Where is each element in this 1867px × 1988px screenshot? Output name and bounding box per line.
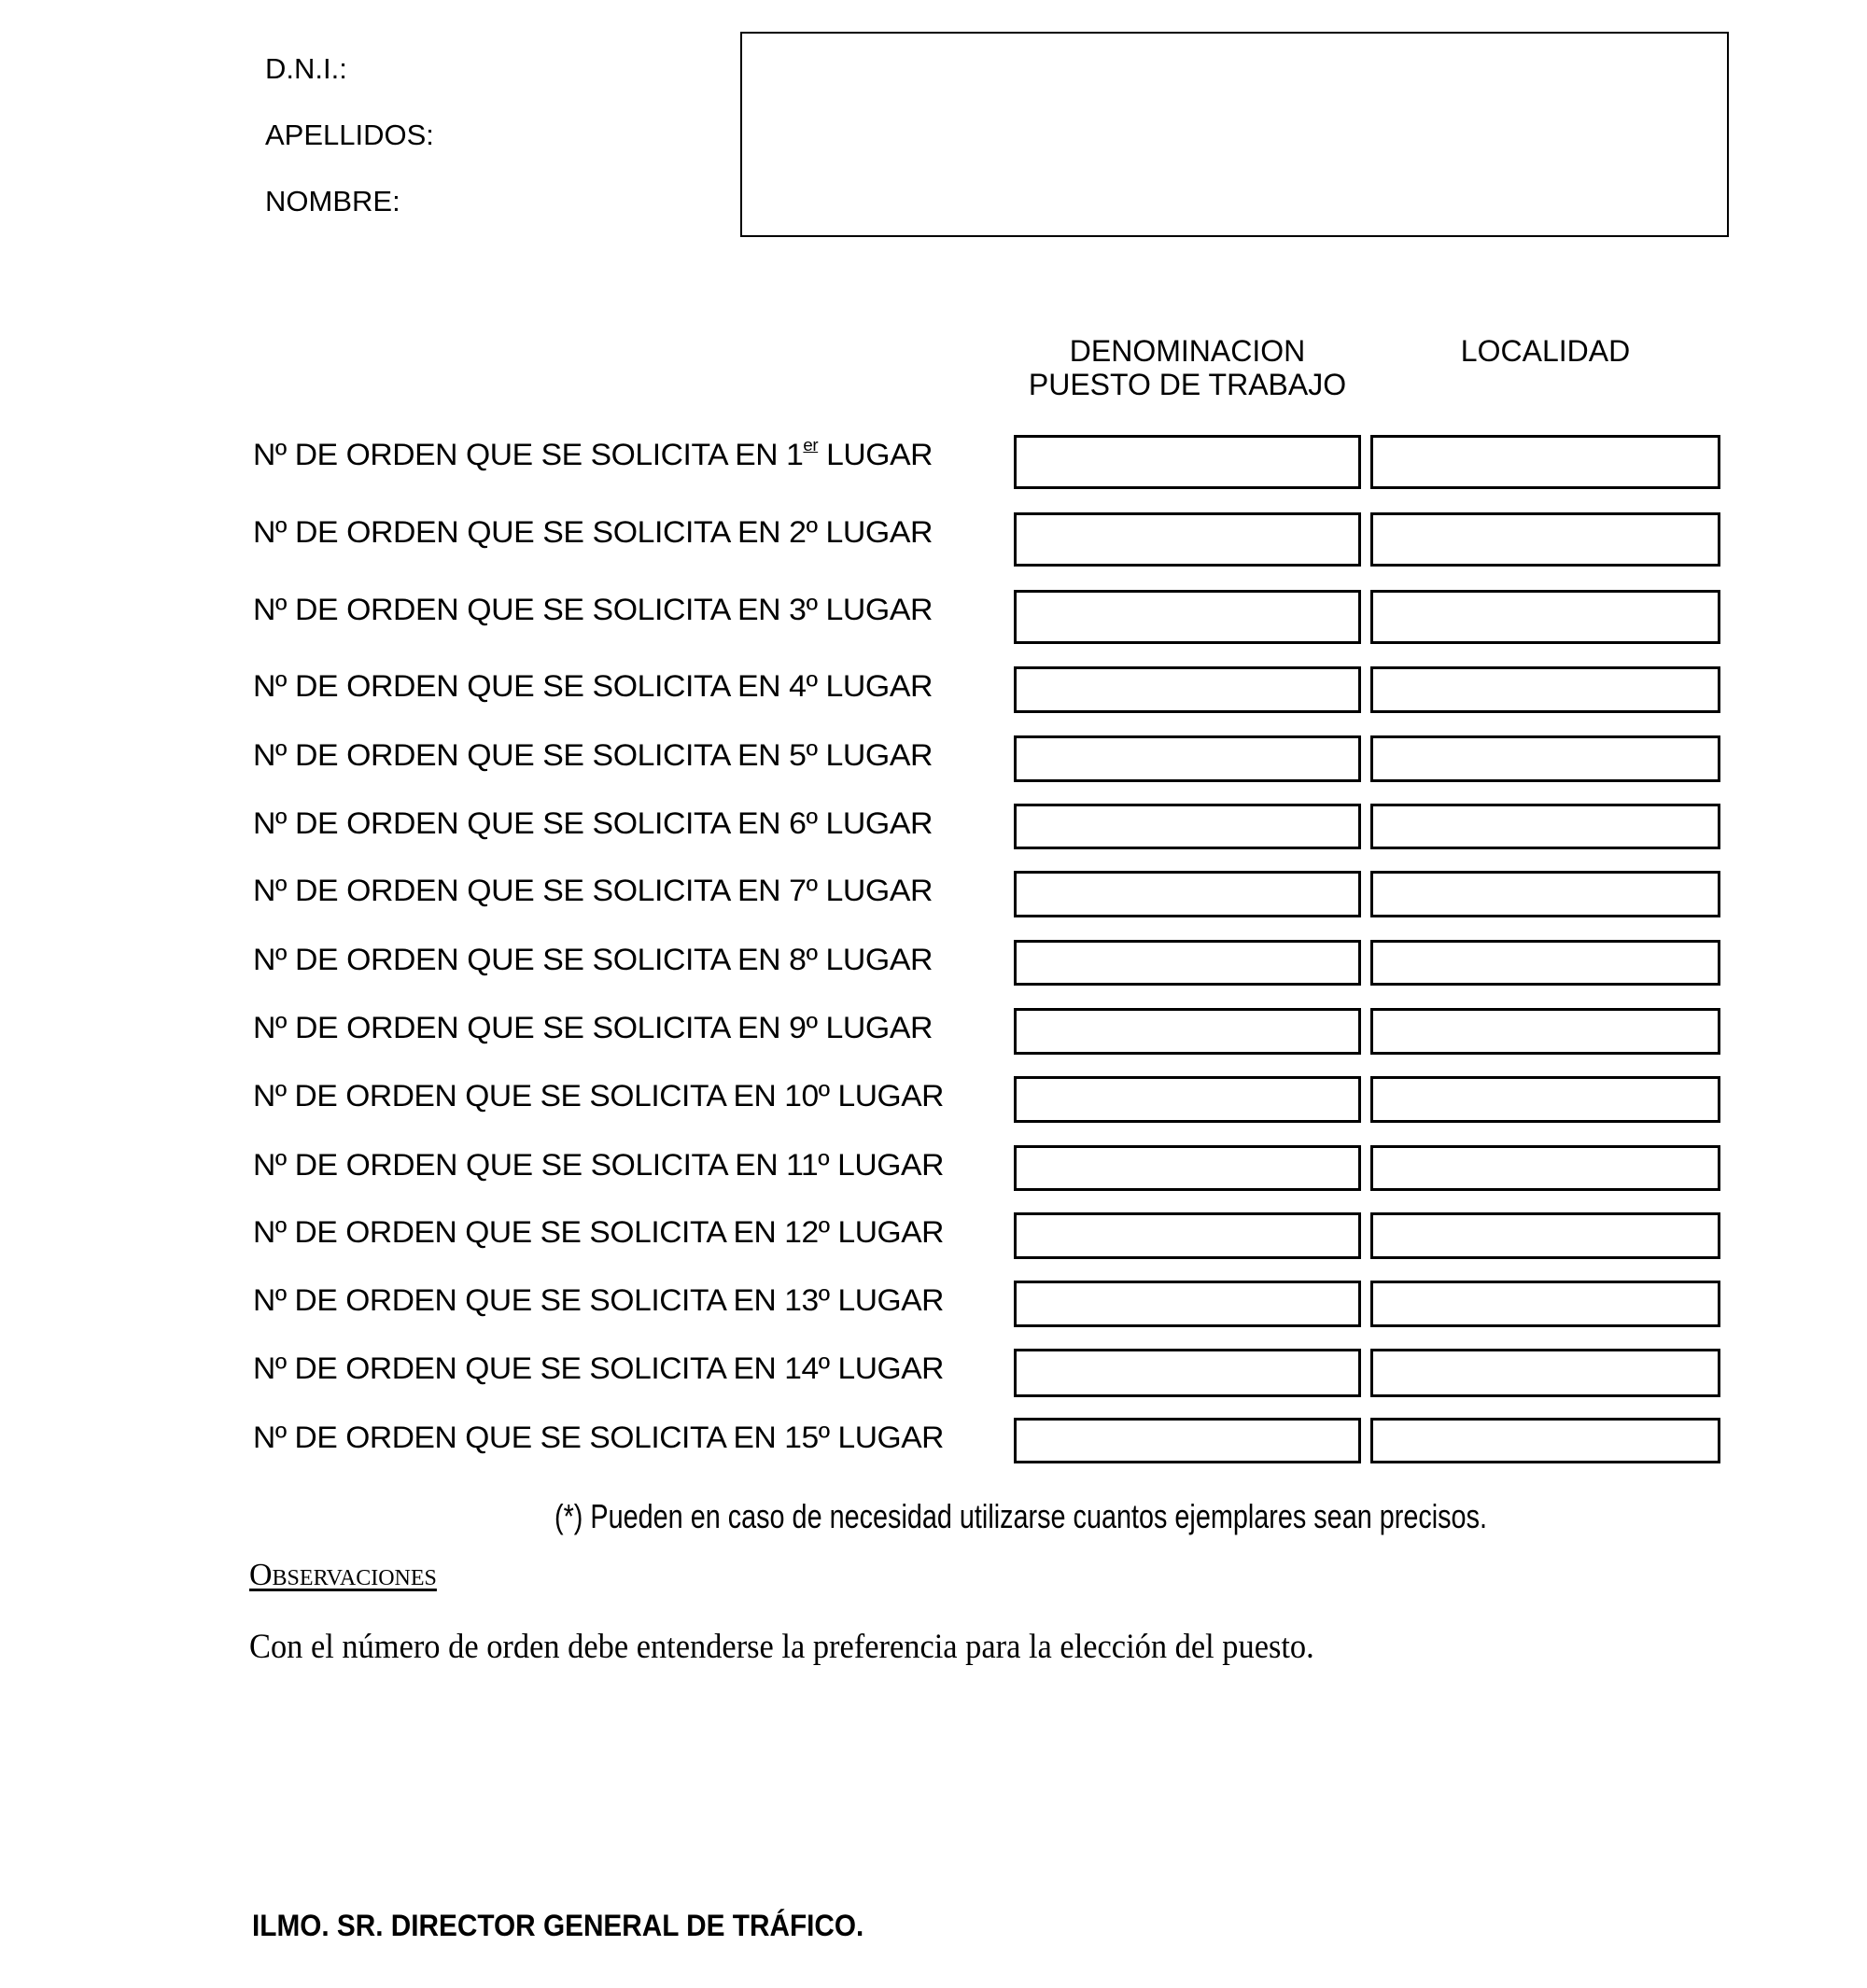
row-label-prefix: Nº DE ORDEN QUE SE SOLICITA EN 2º <box>253 515 818 549</box>
localidad-field-15[interactable] <box>1370 1418 1720 1463</box>
row-label <box>253 436 933 471</box>
localidad-field-11[interactable] <box>1370 1145 1720 1191</box>
denominacion-field-3[interactable] <box>1014 590 1361 644</box>
row-label-suffix: LUGAR <box>829 1079 944 1113</box>
row-label <box>253 1149 944 1181</box>
localidad-field-8[interactable] <box>1370 940 1720 986</box>
row-label-suffix: LUGAR <box>817 515 933 549</box>
nombre-label: NOMBRE: <box>265 185 400 217</box>
identity-input-box[interactable] <box>740 32 1729 237</box>
row-label <box>253 670 933 702</box>
column-header-localidad: LOCALIDAD <box>1460 334 1631 368</box>
denominacion-field-13[interactable] <box>1014 1281 1361 1327</box>
localidad-field-6[interactable] <box>1370 804 1720 849</box>
row-label-ordinal: er <box>803 436 819 455</box>
column-header-denominacion-line1: DENOMINACION <box>1069 334 1306 368</box>
localidad-field-14[interactable] <box>1370 1349 1720 1397</box>
row-label <box>253 875 933 906</box>
denominacion-field-12[interactable] <box>1014 1212 1361 1259</box>
denominacion-field-10[interactable] <box>1014 1076 1361 1123</box>
denominacion-field-15[interactable] <box>1014 1418 1361 1463</box>
denominacion-field-4[interactable] <box>1014 666 1361 713</box>
row-label <box>253 1080 944 1112</box>
row-label-prefix: Nº DE ORDEN QUE SE SOLICITA EN 10º <box>253 1079 830 1113</box>
footnote: (*) Pueden en caso de necesidad utilizarse cuantos ejemplares sean precisos. <box>554 1497 1487 1535</box>
row-label-suffix: LUGAR <box>817 738 933 772</box>
row-label-suffix: LUGAR <box>817 874 933 907</box>
denominacion-field-1[interactable] <box>1014 435 1361 489</box>
denominacion-field-5[interactable] <box>1014 735 1361 782</box>
denominacion-field-11[interactable] <box>1014 1145 1361 1191</box>
row-label <box>253 739 933 771</box>
localidad-field-2[interactable] <box>1370 512 1720 567</box>
localidad-field-9[interactable] <box>1370 1008 1720 1055</box>
denominacion-field-2[interactable] <box>1014 512 1361 567</box>
denominacion-field-14[interactable] <box>1014 1349 1361 1397</box>
localidad-field-10[interactable] <box>1370 1076 1720 1123</box>
denominacion-field-7[interactable] <box>1014 871 1361 917</box>
row-label-suffix: LUGAR <box>817 806 933 840</box>
row-label-suffix: LUGAR <box>817 593 933 626</box>
row-label <box>253 1421 944 1453</box>
row-label <box>253 1352 944 1384</box>
column-header-denominacion <box>1014 334 1361 401</box>
row-label-suffix: LUGAR <box>818 438 933 471</box>
row-label-prefix: Nº DE ORDEN QUE SE SOLICITA EN 9º <box>253 1011 818 1044</box>
row-label <box>253 1216 944 1248</box>
localidad-field-5[interactable] <box>1370 735 1720 782</box>
denominacion-field-6[interactable] <box>1014 804 1361 849</box>
row-label <box>253 1284 944 1316</box>
row-label-prefix: Nº DE ORDEN QUE SE SOLICITA EN 6º <box>253 806 818 840</box>
row-label-suffix: LUGAR <box>817 669 933 703</box>
row-label-suffix: LUGAR <box>829 1215 944 1249</box>
denominacion-field-8[interactable] <box>1014 940 1361 986</box>
row-label-suffix: LUGAR <box>817 1011 933 1044</box>
row-label <box>253 944 933 975</box>
observaciones-title: Observaciones <box>249 1558 437 1592</box>
apellidos-label: APELLIDOS: <box>265 119 434 151</box>
row-label-prefix: Nº DE ORDEN QUE SE SOLICITA EN 12º <box>253 1215 830 1249</box>
row-label-prefix: Nº DE ORDEN QUE SE SOLICITA EN 15º <box>253 1421 830 1454</box>
localidad-field-12[interactable] <box>1370 1212 1720 1259</box>
row-label-prefix: Nº DE ORDEN QUE SE SOLICITA EN 5º <box>253 738 818 772</box>
row-label-prefix: Nº DE ORDEN QUE SE SOLICITA EN 7º <box>253 874 818 907</box>
row-label-suffix: LUGAR <box>829 1283 944 1317</box>
row-label <box>253 516 933 548</box>
localidad-field-4[interactable] <box>1370 666 1720 713</box>
row-label-suffix: LUGAR <box>829 1351 944 1385</box>
denominacion-field-9[interactable] <box>1014 1008 1361 1055</box>
row-label-prefix: Nº DE ORDEN QUE SE SOLICITA EN 11º <box>253 1148 830 1182</box>
observaciones-text: Con el número de orden debe entenderse la preferencia para la elección del puesto. <box>249 1628 1314 1666</box>
localidad-field-7[interactable] <box>1370 871 1720 917</box>
row-label-prefix: Nº DE ORDEN QUE SE SOLICITA EN 1 <box>253 438 804 471</box>
row-label-suffix: LUGAR <box>829 1421 944 1454</box>
localidad-field-3[interactable] <box>1370 590 1720 644</box>
column-header-denominacion-line2: PUESTO DE TRABAJO <box>1028 368 1347 401</box>
row-label-prefix: Nº DE ORDEN QUE SE SOLICITA EN 14º <box>253 1351 830 1385</box>
row-label <box>253 1012 933 1043</box>
row-label <box>253 594 933 625</box>
localidad-field-1[interactable] <box>1370 435 1720 489</box>
row-label-suffix: LUGAR <box>817 943 933 976</box>
row-label-prefix: Nº DE ORDEN QUE SE SOLICITA EN 3º <box>253 593 818 626</box>
localidad-field-13[interactable] <box>1370 1281 1720 1327</box>
row-label-prefix: Nº DE ORDEN QUE SE SOLICITA EN 4º <box>253 669 818 703</box>
dni-label: D.N.I.: <box>265 52 347 85</box>
addressee: ILMO. SR. DIRECTOR GENERAL DE TRÁFICO. <box>252 1909 864 1942</box>
row-label-prefix: Nº DE ORDEN QUE SE SOLICITA EN 8º <box>253 943 818 976</box>
row-label-prefix: Nº DE ORDEN QUE SE SOLICITA EN 13º <box>253 1283 830 1317</box>
row-label <box>253 807 933 839</box>
row-label-suffix: LUGAR <box>829 1148 944 1182</box>
